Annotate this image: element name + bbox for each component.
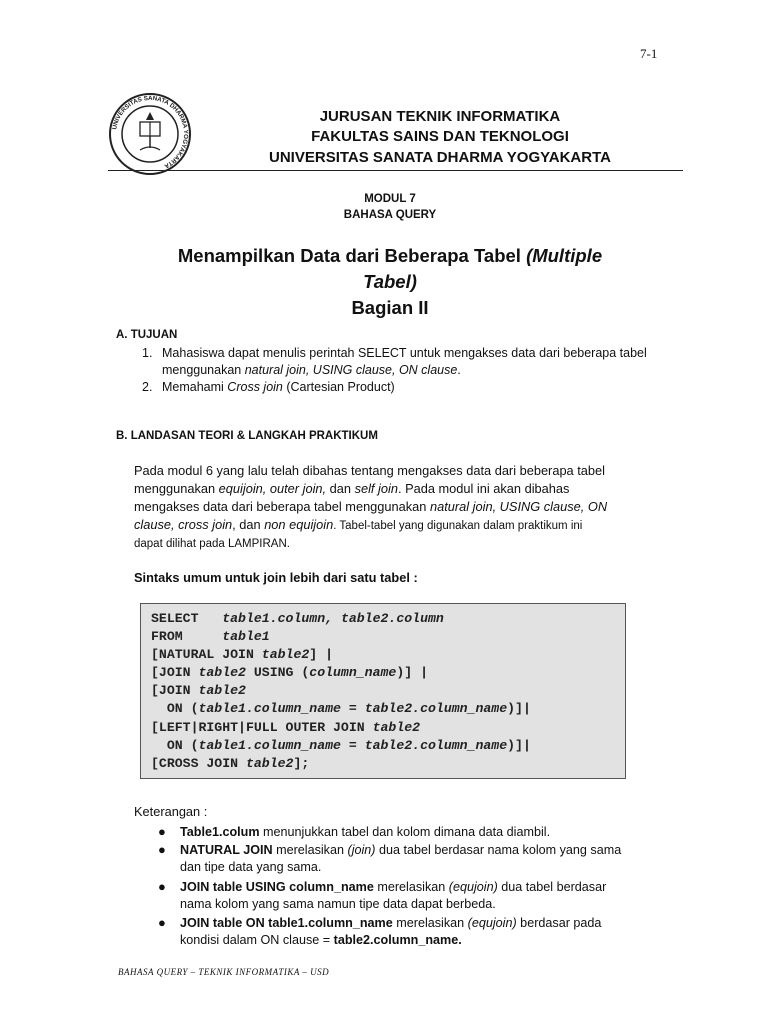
bullet-icon: ● xyxy=(158,915,166,930)
sql-code: SELECT table1.column, table2.column FROM table1 [NATURAL JOIN table2] | [JOIN table2 USING (column_name)] | [JOIN table2 ON (table1.column_name = table2.column_name)]| [LEFT|RIGHT|FULL OUTER JOIN table2 ON (table1.column_name = table2.column_name)]| [CROSS JOIN table2]; xyxy=(151,611,531,771)
theory-paragraph: Pada modul 6 yang lalu telah dibahas tentang mengakses data dari beberapa tabel menggunakan equijoin, outer join, dan self join. Pada modul ini akan dibahas mengakses data dari beberapa tabel menggunakan natural join, USING clause, ON clause, cross join, dan non equijoin. Tabel-tabel yang digunakan dalam praktikum ini dapat dilihat pada LAMPIRAN. xyxy=(134,463,608,550)
bullet-icon: ● xyxy=(158,824,166,839)
module-number: MODUL 7 xyxy=(364,193,416,205)
list-marker: 1. xyxy=(142,346,153,360)
list-item: Mahasiswa dapat menulis perintah SELECT untuk mengakses data dari beberapa tabel menggunakan natural join, USING clause, ON clause. xyxy=(162,346,647,377)
department-name: JURUSAN TEKNIK INFORMATIKA xyxy=(319,108,561,125)
module-name: BAHASA QUERY xyxy=(343,209,437,221)
university-seal-logo xyxy=(108,92,192,176)
keterangan-label: Keterangan : xyxy=(134,804,208,819)
bullet-icon: ● xyxy=(158,879,166,894)
sql-syntax-box xyxy=(140,603,626,779)
document-title: Menampilkan Data dari Beberapa Tabel (Multiple Tabel) Bagian II xyxy=(177,245,603,318)
list-marker: 2. xyxy=(142,380,153,394)
faculty-name: FAKULTAS SAINS DAN TEKNOLOGI xyxy=(311,128,569,145)
list-item: JOIN table ON table1.column_name merelasikan (equjoin) berdasar pada kondisi dalam ON clause = table2.column_name. xyxy=(180,916,602,947)
list-item: Memahami Cross join (Cartesian Product) xyxy=(162,380,395,394)
university-name: UNIVERSITAS SANATA DHARMA YOGYAKARTA xyxy=(269,149,611,166)
page-footer: BAHASA QUERY – TEKNIK INFORMATIKA – USD xyxy=(118,967,330,977)
syntax-heading: Sintaks umum untuk join lebih dari satu tabel : xyxy=(134,570,418,585)
bullet-icon: ● xyxy=(158,842,166,857)
list-item: JOIN table USING column_name merelasikan (equjoin) dua tabel berdasar nama kolom yang sama namun tipe data dapat berbeda. xyxy=(180,880,607,911)
section-b-heading: B. LANDASAN TEORI & LANGKAH PRAKTIKUM xyxy=(116,430,378,442)
svg-text:UNIVERSITAS SANATA DHARMA YOGY: UNIVERSITAS SANATA DHARMA YOGYAKARTA xyxy=(111,94,190,170)
list-item: Table1.colum menunjukkan tabel dan kolom dimana data diambil. xyxy=(180,825,551,839)
page-number: 7-1 xyxy=(640,46,658,61)
header-divider xyxy=(108,170,683,171)
list-item: NATURAL JOIN merelasikan (join) dua tabel berdasar nama kolom yang sama dan tipe data yang sama. xyxy=(180,843,622,874)
section-a-heading: A. TUJUAN xyxy=(116,329,178,341)
